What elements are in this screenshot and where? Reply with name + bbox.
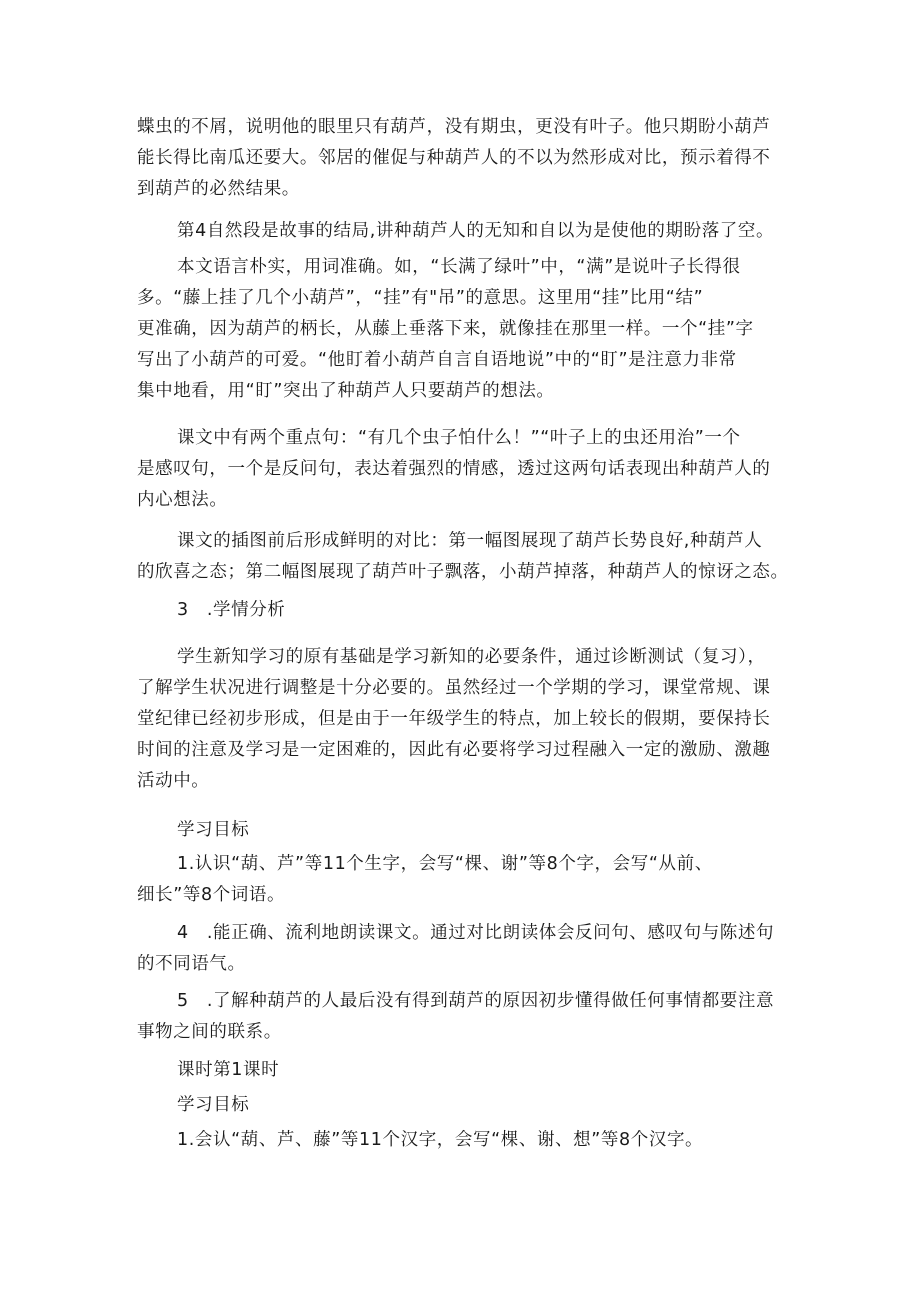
text-line: 的不同语气。 [137, 954, 246, 974]
section-heading-learning-analysis: 3 .学情分析 [177, 600, 286, 620]
text-line: 堂纪律已经初步形成，但是由于一年级学生的特点，加上较长的假期，要保持长 [137, 709, 771, 729]
text-line: 蝶虫的不屑，说明他的眼里只有葫芦，没有期虫，更没有叶子。他只期盼小葫芦 [137, 117, 771, 137]
paragraph-key-sentences [137, 423, 797, 516]
text-line: 多。“藤上挂了几个小葫芦”，“挂”有"吊”的意思。这里用“挂”比用“结” [137, 288, 704, 308]
text-line: 第4自然段是故事的结局,讲种葫芦人的无知和自以为是使他的期盼落了空。 [177, 221, 775, 241]
heading-learning-goals: 学习目标 [177, 820, 250, 840]
text-line: 了解学生状况进行调整是十分必要的。虽然经过一个学期的学习，课堂常规、课 [137, 678, 771, 698]
text-line: 集中地看，用“盯”突出了种葫芦人只要葫芦的想法。 [137, 381, 555, 401]
text-line: 到葫芦的必然结果。 [137, 179, 300, 199]
paragraph-ending [137, 216, 797, 247]
text-line: 的欣喜之态；第二幅图展现了葫芦叶子飘落，小葫芦掉落，种葫芦人的惊讶之态。 [137, 562, 789, 582]
text-line: 课文的插图前后形成鲜明的对比：第一幅图展现了葫芦长势良好,种葫芦人 [177, 531, 763, 551]
text-line: 课文中有两个重点句：“有几个虫子怕什么！”“叶子上的虫还用治”一个 [177, 428, 741, 448]
goal-item-1 [137, 849, 797, 911]
text-line: 更准确，因为葫芦的柄长，从藤上垂落下来，就像挂在那里一样。一个“挂”字 [137, 319, 754, 339]
text-line: 活动中。 [137, 771, 210, 791]
paragraph-learning-analysis [137, 642, 797, 797]
text-line: 细长”等8个词语。 [137, 885, 286, 905]
goal-item-4 [137, 918, 797, 980]
text-line: 1.认识“葫、芦”等11个生字，会写“棵、谢”等8个字，会写“从前、 [177, 854, 713, 874]
heading-lesson-1: 课时第1课时 [177, 1060, 280, 1080]
text-line: 事物之间的联系。 [137, 1022, 282, 1042]
text-line: 5 .了解种葫芦的人最后没有得到葫芦的原因初步懂得做任何事情都要注意 [177, 991, 775, 1011]
lesson-goal-item-1 [137, 1125, 797, 1156]
text-line: 学生新知学习的原有基础是学习新知的必要条件，通过诊断测试（复习）， [177, 647, 766, 667]
text-line: 是感叹句，一个是反问句，表达着强烈的情感，透过这两句话表现出种葫芦人的 [137, 459, 771, 479]
text-line: 写出了小葫芦的可爱。“他盯着小葫芦自言自语地说”中的“盯”是注意力非常 [137, 350, 737, 370]
text-line: 4 .能正确、流利地朗读课文。通过对比朗读体会反问句、感叹句与陈述句 [177, 923, 775, 943]
goal-item-5 [137, 986, 797, 1048]
heading-learning-goals-2: 学习目标 [177, 1095, 250, 1115]
text-line: 时间的注意及学习是一定困难的，因此有必要将学习过程融入一定的激励、激趣 [137, 740, 771, 760]
paragraph-illustrations [137, 526, 797, 588]
text-line: 本文语言朴实，用词准确。如，“长满了绿叶”中，“满”是说叶子长得很 [177, 257, 741, 277]
text-line: 内心想法。 [137, 490, 228, 510]
paragraph-language [137, 252, 797, 407]
text-line: 1.会认“葫、芦、藤”等11个汉字，会写“棵、谢、想”等8个汉字。 [177, 1130, 704, 1150]
paragraph-analysis-cont [137, 112, 797, 205]
text-line: 能长得比南瓜还要大。邻居的催促与种葫芦人的不以为然形成对比，预示着得不 [137, 148, 771, 168]
